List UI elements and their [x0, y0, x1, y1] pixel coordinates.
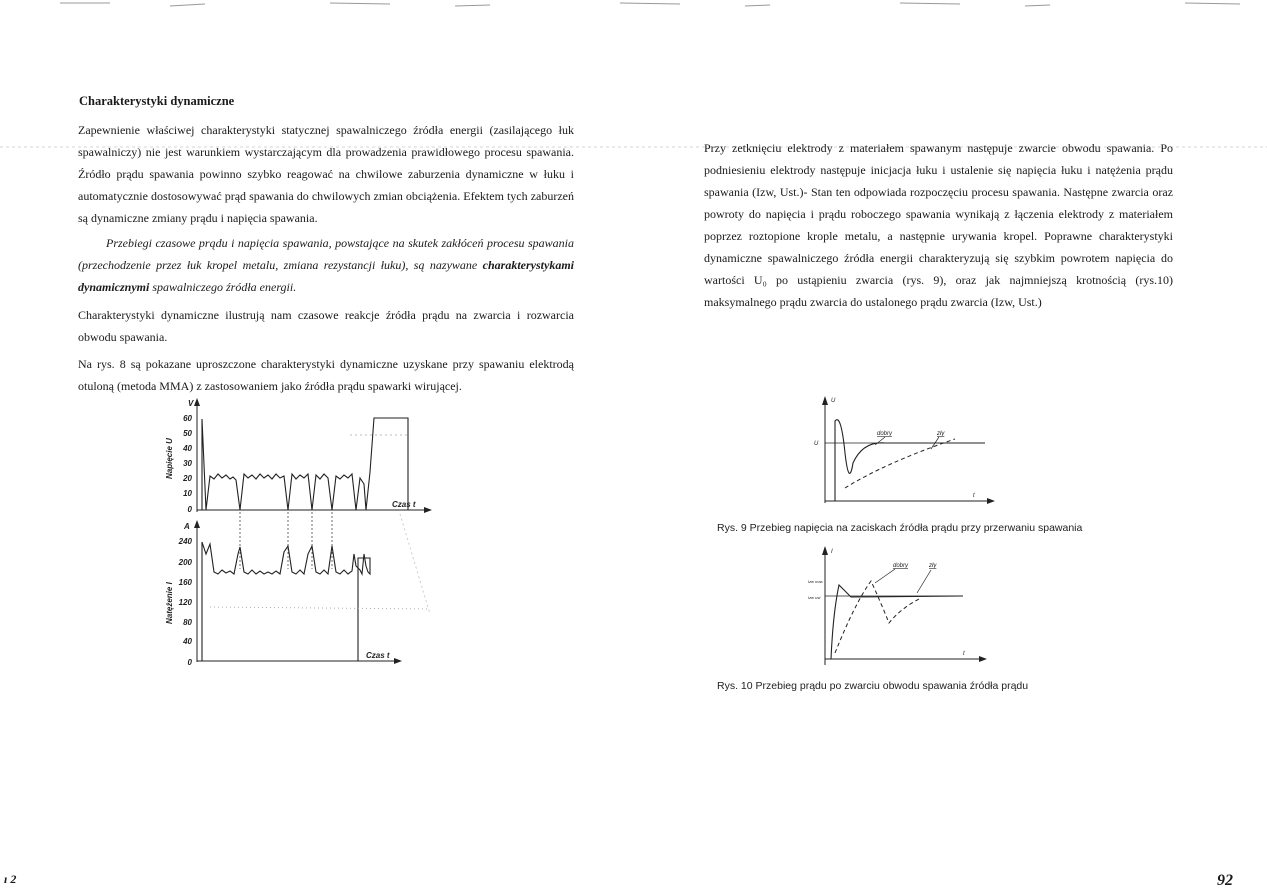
fig10-good-label: dobry: [893, 563, 909, 569]
v-tick-40: 40: [183, 444, 192, 453]
fig9-u-axis: U: [831, 398, 836, 404]
a-tick-40: 40: [183, 637, 192, 646]
figure-9-caption: Rys. 9 Przebieg napięcia na zaciskach źródła prądu przy przerwaniu spawania: [717, 522, 1083, 534]
v-tick-20: 20: [183, 474, 192, 483]
paragraph-definition: [78, 232, 574, 298]
fig9-bad-curve: [845, 439, 955, 488]
fig10-iust-label: Izw ust: [808, 595, 821, 600]
definition-bold: charakterystykami dynamicznymi: [78, 258, 574, 294]
figure-10-current-after-short: [805, 543, 1005, 669]
v-tick-60: 60: [183, 414, 192, 423]
fig9-bad-label: zły: [937, 431, 945, 437]
v-tick-10: 10: [183, 489, 192, 498]
figure-10-caption: Rys. 10 Przebieg prądu po zwarciu obwodu spawania źródła prądu: [717, 680, 1029, 692]
corner-mark: ı 2: [4, 872, 17, 886]
figure-8-dynamic-characteristics: [110, 394, 450, 669]
fig10-bad-label: zły: [929, 563, 937, 569]
paragraph-fig8-intro: Na rys. 8 są pokazane uproszczone charakterystyki dynamiczne uzyskane przy spawaniu elektrodą otuloną (metoda MMA) z zastosowaniem jako źródła prądu spawarki wirującej.: [78, 357, 574, 393]
a-tick-120: 120: [178, 598, 192, 607]
current-trace: [202, 542, 370, 661]
time-label-current: Czas t: [366, 651, 390, 660]
paragraph-static-vs-dynamic: Zapewnienie właściwej charakterystyki statycznej spawalniczego źródła energii (zasilającego łuk spawalniczy) nie jest warunkiem wystarczającym dla prowadzenia prawidłowego procesu spawania. Źródło prądu spawania powinno szybko reagować na chwilowe zaburzenia dynamiczne w łuku i automatycznie dostosowywać prąd spawania do chwilowych zmian obciążenia. Efektem tych zaburzeń są dynamiczne zmiany prądu i napięcia spawania.: [78, 123, 574, 225]
fig10-t-axis: t: [963, 651, 965, 657]
v-tick-50: 50: [183, 429, 192, 438]
section-heading: Charakterystyki dynamiczne: [79, 94, 235, 108]
paragraph-reactions: Charakterystyki dynamiczne ilustrują nam czasowe reakcje źródła prądu na zwarcia i rozwarcia obwodu spawania.: [78, 308, 574, 344]
voltage-unit: V: [188, 399, 194, 408]
paragraph-process-description: Przy zetknięciu elektrody z materiałem spawanym następuje zwarcie obwodu spawania. Po podniesieniu elektrody następuje inicjacja łuku i ustalenie się napięcia łuku i natężenia prądu spawania (Izw, Ust.)- Stan ten odpowiada rozpoczęciu procesu spawania. Następne zwarcia oraz powroty do napięcia i prądu roboczego spawania wynikają z łączenia elektrody z materiałem poprzez roztopione krople metalu, a następnie urywania kropel. Poprawne charakterystyki dynamiczne spawalniczego źródła energii charakteryzują się szybkim powrotem napięcia do wartości U₀ po ustąpieniu zwarcia (rys. 9), oraz jak najmniejszą krotnością (rys.10) maksymalnego prądu zwarcia do ustalonego prądu zwarcia (Izw, Ust.): [704, 141, 1173, 309]
a-tick-160: 160: [178, 578, 192, 587]
voltage-axis-label: Napięcie U: [165, 438, 174, 479]
time-label-voltage: Czas t: [392, 500, 416, 509]
figure-9-voltage-after-break: [805, 393, 1005, 511]
fig10-i-axis: I: [831, 549, 833, 555]
page-number: 92: [1217, 872, 1233, 889]
current-axis-label: Natężenie I: [165, 582, 174, 624]
a-tick-80: 80: [183, 618, 192, 627]
voltage-trace: [202, 418, 408, 510]
definition-italic: Przebiegi czasowe prądu i napięcia spawania, powstające na skutek zakłóceń procesu spawania (przechodzenie przez łuk kropel metalu, zmiana rezystancji łuku), są nazywane: [78, 236, 574, 272]
fig9-u0-marker: U: [814, 441, 819, 447]
fig9-good-label: dobry: [877, 431, 893, 437]
current-unit: A: [184, 522, 190, 531]
v-tick-30: 30: [183, 459, 192, 468]
a-tick-0: 0: [187, 658, 192, 667]
fig10-bad-curve: [835, 581, 921, 653]
definition-end: spawalniczego źródła energii.: [152, 280, 297, 294]
fig10-imax-label: Izw max: [808, 579, 823, 584]
fig9-good-curve: [835, 420, 985, 501]
scan-marks: [0, 0, 1267, 20]
fig10-good-curve: [831, 585, 963, 659]
a-tick-240: 240: [178, 537, 192, 546]
fig9-t-axis: t: [973, 493, 975, 499]
v-tick-0: 0: [187, 505, 192, 514]
a-tick-200: 200: [178, 558, 192, 567]
